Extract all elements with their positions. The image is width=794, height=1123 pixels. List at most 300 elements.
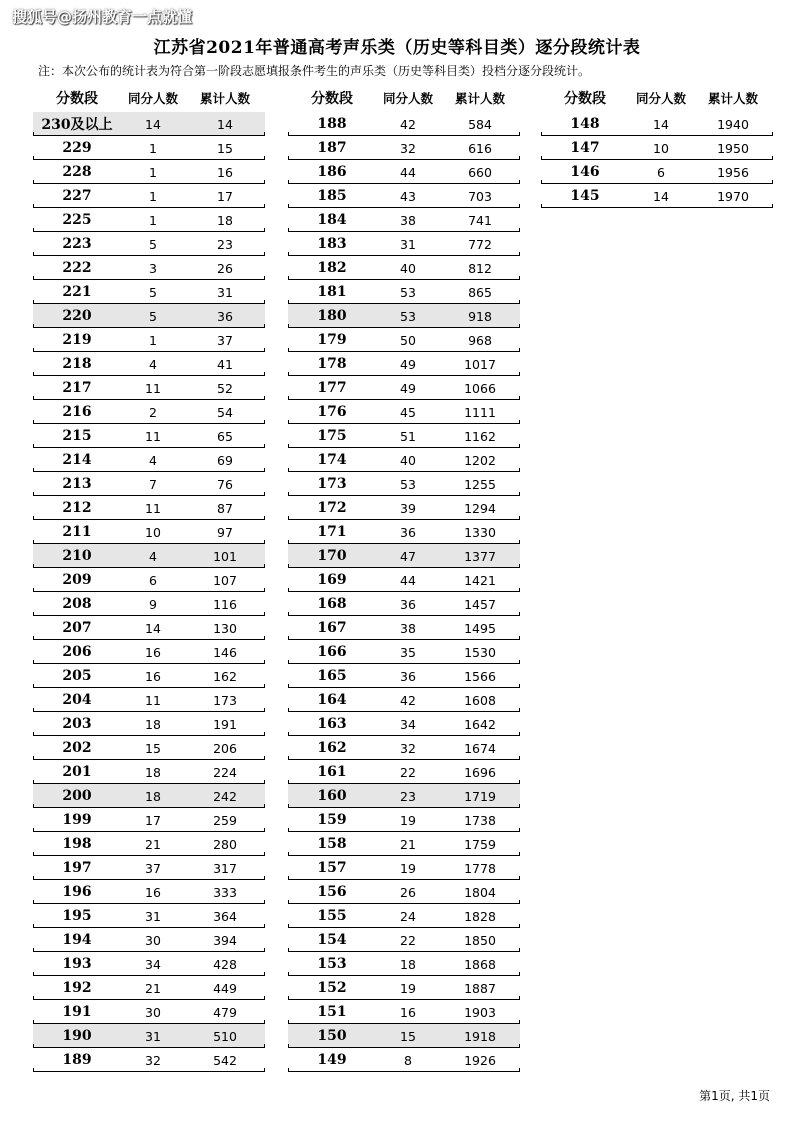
same-count-cell: 36 [400,524,416,540]
score-cell: 209 [62,572,92,588]
score-cell: 184 [317,212,347,228]
same-count-cell: 45 [400,404,416,420]
table-row [33,712,265,736]
table-row [33,664,265,688]
cumulative-cell: 1111 [464,404,496,420]
cumulative-cell: 812 [468,260,492,276]
table-row [33,808,265,832]
cumulative-cell: 1255 [464,476,496,492]
table-body [33,112,265,1072]
same-count-cell: 35 [400,644,416,660]
same-count-cell: 8 [404,1052,412,1068]
cumulative-cell: 394 [213,932,237,948]
table-row [288,328,520,352]
watermark-text: 搜狐号@扬州教育一点就懂 [12,8,193,26]
table-row [33,520,265,544]
score-cell: 162 [317,740,347,756]
cumulative-cell: 1202 [464,452,496,468]
table-row [33,472,265,496]
cumulative-cell: 364 [213,908,237,924]
table-row [33,640,265,664]
same-count-cell: 42 [400,116,416,132]
table-row [288,904,520,928]
score-cell: 183 [317,236,347,252]
score-cell: 199 [62,812,92,828]
score-cell: 221 [62,284,92,300]
header-same-count: 同分人数 [127,91,178,106]
score-cell: 153 [317,956,347,972]
table-row [288,760,520,784]
same-count-cell: 5 [149,284,157,300]
table-row [33,160,265,184]
cumulative-cell: 1778 [464,860,496,876]
cumulative-cell: 37 [217,332,233,348]
cumulative-cell: 1674 [464,740,496,756]
same-count-cell: 40 [400,260,416,276]
table-row [33,352,265,376]
cumulative-cell: 1495 [464,620,496,636]
table-row [33,952,265,976]
cumulative-cell: 1066 [464,380,496,396]
score-cell: 213 [62,476,92,492]
cumulative-cell: 1738 [464,812,496,828]
same-count-cell: 1 [149,188,157,204]
table-header [33,84,265,112]
same-count-cell: 14 [145,620,161,636]
same-count-cell: 15 [400,1028,416,1044]
cumulative-cell: 1940 [717,116,749,132]
table-row [33,376,265,400]
cumulative-cell: 41 [217,356,233,372]
table-row [33,544,265,568]
cumulative-cell: 162 [213,668,237,684]
cumulative-cell: 1294 [464,500,496,516]
table-row [33,1048,265,1072]
same-count-cell: 17 [145,812,161,828]
table-row [33,832,265,856]
score-cell: 217 [62,380,92,396]
cumulative-cell: 259 [213,812,237,828]
same-count-cell: 4 [149,452,157,468]
table-row [288,136,520,160]
score-cell: 172 [317,500,347,516]
same-count-cell: 16 [145,668,161,684]
cumulative-cell: 428 [213,956,237,972]
cumulative-cell: 116 [213,596,237,612]
score-cell: 160 [317,788,347,804]
score-cell: 165 [317,668,347,684]
cumulative-cell: 1421 [464,572,496,588]
score-cell: 203 [62,716,92,732]
score-cell: 163 [317,716,347,732]
same-count-cell: 19 [400,860,416,876]
same-count-cell: 21 [400,836,416,852]
score-cell: 194 [62,932,92,948]
table-column-1 [33,84,265,1072]
score-cell: 229 [62,140,92,156]
table-row [33,760,265,784]
cumulative-cell: 1850 [464,932,496,948]
cumulative-cell: 968 [468,332,492,348]
cumulative-cell: 333 [213,884,237,900]
same-count-cell: 18 [145,716,161,732]
cumulative-cell: 918 [468,308,492,324]
cumulative-cell: 1017 [464,356,496,372]
score-cell: 207 [62,620,92,636]
cumulative-cell: 87 [217,500,233,516]
score-cell: 208 [62,596,92,612]
same-count-cell: 43 [400,188,416,204]
table-row [288,640,520,664]
score-cell: 161 [317,764,347,780]
table-row [33,880,265,904]
score-cell: 150 [317,1028,347,1044]
score-cell: 169 [317,572,347,588]
same-count-cell: 31 [400,236,416,252]
score-cell: 146 [570,164,600,180]
score-cell: 164 [317,692,347,708]
same-count-cell: 47 [400,548,416,564]
cumulative-cell: 1642 [464,716,496,732]
same-count-cell: 7 [149,476,157,492]
cumulative-cell: 1759 [464,836,496,852]
table-row [288,688,520,712]
score-cell: 158 [317,836,347,852]
same-count-cell: 38 [400,620,416,636]
same-count-cell: 4 [149,356,157,372]
cumulative-cell: 242 [213,788,237,804]
cumulative-cell: 865 [468,284,492,300]
score-cell: 230及以上 [41,117,113,133]
same-count-cell: 14 [653,188,669,204]
score-cell: 187 [317,140,347,156]
same-count-cell: 15 [145,740,161,756]
score-cell: 180 [317,308,347,324]
same-count-cell: 6 [657,164,665,180]
same-count-cell: 19 [400,812,416,828]
table-header [288,84,520,112]
score-cell: 190 [62,1028,92,1044]
cumulative-cell: 1696 [464,764,496,780]
table-row [33,448,265,472]
cumulative-cell: 1719 [464,788,496,804]
same-count-cell: 36 [400,596,416,612]
score-cell: 181 [317,284,347,300]
score-cell: 227 [62,188,92,204]
table-row [288,880,520,904]
table-row [288,184,520,208]
score-cell: 216 [62,404,92,420]
table-row [288,208,520,232]
same-count-cell: 32 [400,140,416,156]
score-cell: 201 [62,764,92,780]
cumulative-cell: 1887 [464,980,496,996]
header-score: 分数段 [564,91,606,107]
table-row [288,448,520,472]
score-cell: 188 [317,116,347,132]
same-count-cell: 18 [400,956,416,972]
cumulative-cell: 206 [213,740,237,756]
cumulative-cell: 191 [213,716,237,732]
cumulative-cell: 52 [217,380,233,396]
score-cell: 225 [62,212,92,228]
table-row [33,184,265,208]
same-count-cell: 5 [149,308,157,324]
same-count-cell: 32 [145,1052,161,1068]
table-row [541,136,773,160]
same-count-cell: 30 [145,1004,161,1020]
header-same-count: 同分人数 [635,91,686,106]
cumulative-cell: 703 [468,188,492,204]
table-row [33,616,265,640]
cumulative-cell: 146 [213,644,237,660]
cumulative-cell: 76 [217,476,233,492]
table-row [288,1000,520,1024]
cumulative-cell: 1956 [717,164,749,180]
table-row [288,952,520,976]
table-row [541,160,773,184]
score-cell: 179 [317,332,347,348]
same-count-cell: 11 [145,380,161,396]
same-count-cell: 1 [149,212,157,228]
score-cell: 159 [317,812,347,828]
same-count-cell: 1 [149,164,157,180]
table-row [288,352,520,376]
table-row [33,784,265,808]
table-row [288,928,520,952]
header-cumulative: 累计人数 [454,91,505,106]
cumulative-cell: 1330 [464,524,496,540]
cumulative-cell: 101 [213,548,237,564]
score-cell: 223 [62,236,92,252]
cumulative-cell: 1608 [464,692,496,708]
same-count-cell: 51 [400,428,416,444]
cumulative-cell: 173 [213,692,237,708]
score-cell: 218 [62,356,92,372]
table-row [288,496,520,520]
score-cell: 211 [62,524,92,540]
same-count-cell: 53 [400,476,416,492]
score-cell: 228 [62,164,92,180]
table-row [288,976,520,1000]
table-row [33,112,265,136]
table-row [33,136,265,160]
same-count-cell: 19 [400,980,416,996]
same-count-cell: 11 [145,692,161,708]
page-title: 江苏省2021年普通高考声乐类（历史等科目类）逐分段统计表 [153,38,641,58]
score-cell: 157 [317,860,347,876]
score-cell: 174 [317,452,347,468]
score-cell: 204 [62,692,92,708]
same-count-cell: 22 [400,932,416,948]
table-row [33,304,265,328]
same-count-cell: 5 [149,236,157,252]
score-cell: 215 [62,428,92,444]
same-count-cell: 21 [145,836,161,852]
cumulative-cell: 510 [213,1028,237,1044]
cumulative-cell: 1918 [464,1028,496,1044]
table-row [33,280,265,304]
table-row [33,568,265,592]
score-cell: 178 [317,356,347,372]
table-column-2 [288,84,520,1072]
same-count-cell: 34 [145,956,161,972]
score-cell: 152 [317,980,347,996]
score-cell: 148 [570,116,600,132]
score-cell: 173 [317,476,347,492]
score-cell: 196 [62,884,92,900]
same-count-cell: 44 [400,164,416,180]
table-row [33,904,265,928]
same-count-cell: 39 [400,500,416,516]
same-count-cell: 53 [400,284,416,300]
cumulative-cell: 317 [213,860,237,876]
table-row [33,928,265,952]
table-row [288,112,520,136]
score-cell: 220 [62,308,92,324]
table-header [541,84,773,112]
score-cell: 195 [62,908,92,924]
cumulative-cell: 741 [468,212,492,228]
cumulative-cell: 1970 [717,188,749,204]
table-column-3 [541,84,773,208]
row-divider-tick [264,1068,265,1072]
cumulative-cell: 14 [217,116,233,132]
same-count-cell: 6 [149,572,157,588]
score-cell: 222 [62,260,92,276]
score-cell: 151 [317,1004,347,1020]
score-cell: 219 [62,332,92,348]
score-cell: 175 [317,428,347,444]
table-row [33,208,265,232]
same-count-cell: 21 [145,980,161,996]
cumulative-cell: 130 [213,620,237,636]
table-row [288,424,520,448]
cumulative-cell: 1530 [464,644,496,660]
cumulative-cell: 15 [217,140,233,156]
table-row [288,400,520,424]
score-cell: 193 [62,956,92,972]
cumulative-cell: 1903 [464,1004,496,1020]
table-row [288,712,520,736]
score-cell: 145 [570,188,600,204]
header-score: 分数段 [311,91,353,107]
score-cell: 149 [317,1052,347,1068]
same-count-cell: 50 [400,332,416,348]
same-count-cell: 1 [149,140,157,156]
header-same-count: 同分人数 [382,91,433,106]
cumulative-cell: 449 [213,980,237,996]
score-cell: 154 [317,932,347,948]
cumulative-cell: 280 [213,836,237,852]
score-cell: 176 [317,404,347,420]
table-row [288,808,520,832]
table-body [541,112,773,208]
table-row [288,544,520,568]
table-row [288,280,520,304]
cumulative-cell: 107 [213,572,237,588]
cumulative-cell: 616 [468,140,492,156]
row-divider-tick [519,1068,520,1072]
same-count-cell: 14 [145,116,161,132]
same-count-cell: 18 [145,764,161,780]
table-row [288,1024,520,1048]
cumulative-cell: 1457 [464,596,496,612]
score-cell: 212 [62,500,92,516]
table-row [33,232,265,256]
same-count-cell: 37 [145,860,161,876]
table-row [541,184,773,208]
cumulative-cell: 660 [468,164,492,180]
score-cell: 192 [62,980,92,996]
table-body [288,112,520,1072]
cumulative-cell: 31 [217,284,233,300]
same-count-cell: 4 [149,548,157,564]
cumulative-cell: 97 [217,524,233,540]
header-score: 分数段 [56,91,98,107]
same-count-cell: 42 [400,692,416,708]
same-count-cell: 26 [400,884,416,900]
cumulative-cell: 69 [217,452,233,468]
table-row [288,664,520,688]
same-count-cell: 49 [400,356,416,372]
table-row [33,424,265,448]
cumulative-cell: 224 [213,764,237,780]
cumulative-cell: 18 [217,212,233,228]
table-row [33,1024,265,1048]
table-row [288,832,520,856]
same-count-cell: 22 [400,764,416,780]
cumulative-cell: 1162 [464,428,496,444]
cumulative-cell: 1804 [464,884,496,900]
table-row [288,592,520,616]
cumulative-cell: 36 [217,308,233,324]
same-count-cell: 11 [145,428,161,444]
same-count-cell: 11 [145,500,161,516]
cumulative-cell: 1868 [464,956,496,972]
same-count-cell: 30 [145,932,161,948]
table-row [33,856,265,880]
score-cell: 214 [62,452,92,468]
table-row [33,1000,265,1024]
cumulative-cell: 23 [217,236,233,252]
same-count-cell: 32 [400,740,416,756]
table-row [288,736,520,760]
table-row [541,112,773,136]
same-count-cell: 1 [149,332,157,348]
cumulative-cell: 772 [468,236,492,252]
same-count-cell: 16 [400,1004,416,1020]
table-row [288,856,520,880]
cumulative-cell: 584 [468,116,492,132]
same-count-cell: 10 [145,524,161,540]
table-row [288,304,520,328]
same-count-cell: 16 [145,644,161,660]
table-row [288,376,520,400]
same-count-cell: 31 [145,908,161,924]
score-cell: 166 [317,644,347,660]
score-cell: 170 [317,548,347,564]
cumulative-cell: 1377 [464,548,496,564]
same-count-cell: 36 [400,668,416,684]
table-row [33,496,265,520]
table-row [288,232,520,256]
table-row [288,520,520,544]
cumulative-cell: 1828 [464,908,496,924]
table-row [33,688,265,712]
row-divider-tick [772,204,773,208]
table-row [33,328,265,352]
